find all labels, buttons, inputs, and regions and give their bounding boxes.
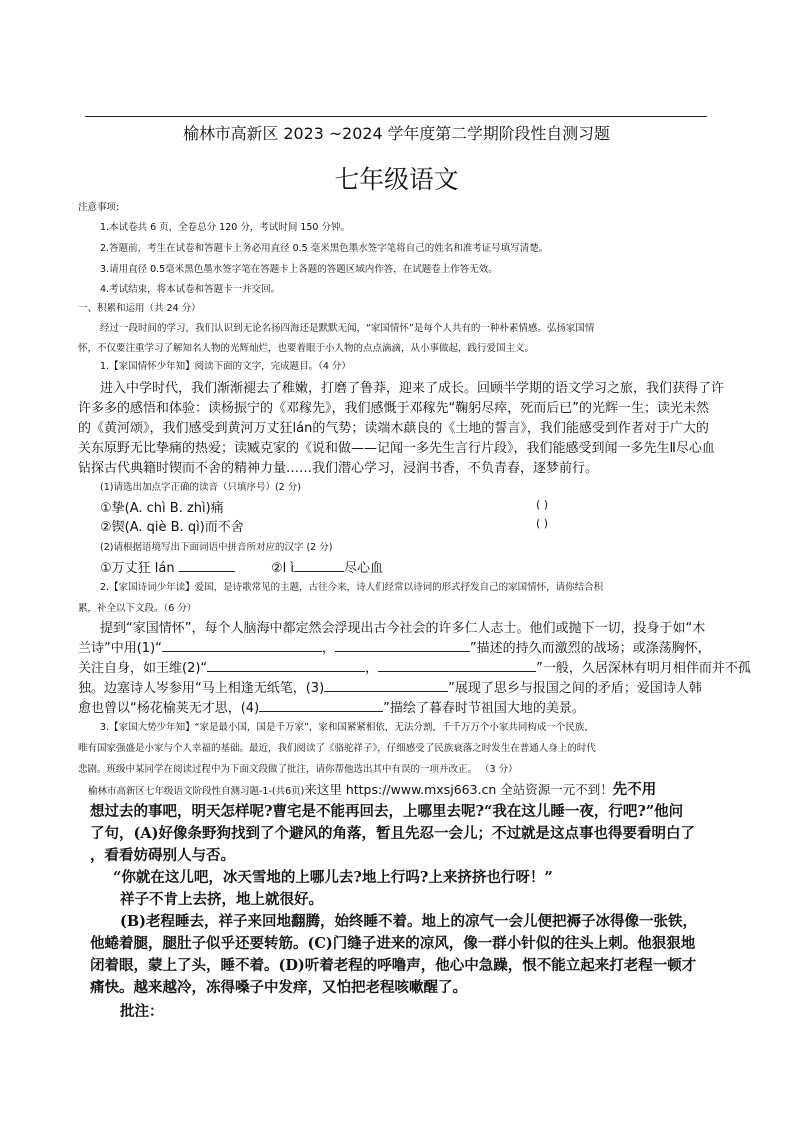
q1-fill-line [100, 557, 383, 576]
q2-text-3b: ”一般，久居深林有明月相伴而并不孤 [536, 661, 751, 676]
q1-fill-b-label: ②l ì [271, 561, 295, 576]
answer-paren-2[interactable]: ( ) [536, 517, 549, 530]
q2-text-4b: ”展现了思乡与报国之间的矛盾；爱国诗人韩 [448, 681, 702, 696]
q1-fill-b-blank[interactable] [294, 559, 344, 572]
q2-text-5a: 愈也曾以“杨花榆荚无才思，(4) [78, 701, 260, 716]
q1-fill-a-label: ①万丈狂 lán [100, 561, 175, 576]
q1-option-2: ②锲(A. qiè B. qì)而不舍 [100, 520, 244, 535]
excerpt-line-1: 想过去的事吧，明天怎样呢?曹宅是不能再回去，上哪里去呢?“我在这儿睡一夜，行吧?”他问 [90, 803, 684, 820]
q1-passage-line-2: 许多多的感悟和体验：读杨振宁的《邓稼先》，我们感慨于邓稼先“鞠躬尽瘁，死而后已”的光辉一生；读光未然 [78, 401, 709, 416]
footer-line [88, 778, 656, 799]
excerpt-line-3: ，看看妨碍别人与否。 [90, 847, 235, 864]
q3-stem-2: 唯有国家强盛是小家与个人幸福的基础。最近，我们阅读了《骆驼祥子》，仔细感受了民族衰落之时发生在普通人身上的时代 [78, 743, 596, 754]
notice-item-3: 3.请用直径 0.5毫米黑色墨水签字笔在答题卡上各题的答题区域内作答，在试题卷上作答无效。 [100, 264, 498, 275]
notice-item-2: 2.答题前，考生在试卷和答题卡上务必用直径 0.5 毫米黑色墨水签字笔将自己的姓名和准考证号填写清楚。 [100, 243, 549, 254]
q1-fill-a-blank[interactable] [179, 559, 235, 572]
annotation-label: 批注： [120, 1003, 164, 1020]
q2-para-line-2 [78, 637, 711, 656]
notice-item-4: 4.考试结束，将本试卷和答题卡一并交回。 [100, 284, 281, 295]
section-heading: 一、积累和运用（共 24 分） [78, 303, 201, 314]
q2-comma-1: ， [321, 641, 335, 656]
q1-fill-b-tail: 尽心血 [344, 561, 384, 576]
q3-stem-1: 3.【家国大势少年知】“家是最小国，国是千万家”，家和国紧紧相依，无法分割，千千万万个小家共同构成一个民族， [100, 722, 594, 733]
q1-option-1: ①挚(A. chì B. zhì)痛 [100, 501, 224, 516]
excerpt-line-2: 了句，(A)好像条野狗找到了个避风的角落，暂且先忍一会儿；不过就是这点事也得要看明白了 [90, 825, 695, 842]
q2-blank-4[interactable] [259, 699, 383, 712]
excerpt-line-5: 祥子不肯上去挤，地上就很好。 [120, 891, 323, 908]
q2-text-5b: ”描绘了暮春时节祖国大地的美景。 [383, 701, 585, 716]
answer-paren-1[interactable]: ( ) [536, 498, 549, 511]
q2-para-line-3 [78, 657, 751, 676]
q2-blank-3[interactable] [324, 679, 448, 692]
q2-para-line-5 [78, 697, 585, 716]
q1-passage-line-4: 关东原野无比挚痛的热爱；读臧克家的《说和做——记闻一多先生言行片段》，我们能感受到闻一多先生Ⅱ尽心血 [78, 441, 715, 456]
excerpt-line-4: “你就在这儿吧，冰天雪地的上哪儿去?地上行吗?上来挤挤也行呀！” [113, 869, 553, 886]
q2-text-2a: 兰诗”中用(1)“ [78, 641, 162, 656]
q2-para-line-4 [78, 677, 702, 696]
notice-item-1: 1.本试卷共 6 页，全卷总分 120 分，考试时间 150 分钟。 [100, 222, 350, 233]
intro-line-1: 经过一段时间的学习，我们认识到无论名扬四海还是默默无闻，“家国情怀”是每个人共有的一种朴素情感。弘扬家国情 [100, 323, 595, 334]
excerpt-line-9: 痛快。越来越冷，冻得嗓子中发痒，又怕把老程咳嗽醒了。 [90, 979, 467, 996]
q3-stem-3: 悲剧。班级中某同学在阅读过程中为下面文段做了批注，请你帮他选出其中有误的一项并改正。 （3 分） [78, 764, 518, 775]
q2-para-line-1: 提到“家国情怀”，每个人脑海中都定然会浮现出古今社会的许多仁人志士。他们或抛下一切，投身于如“木 [100, 621, 706, 636]
intro-line-2: 怀，不仅要注重学习了解知名人物的光辉灿烂，也要着眼于小人物的点点滴滴，从小事做起，践行爱国主义。 [78, 343, 535, 354]
q2-stem-1: 2.【家国诗词少年读】爱国，是诗歌常见的主题，古往今来，诗人们经常以诗词的形式抒发自己的家国情怀，请你结合积 [100, 582, 604, 593]
excerpt-line-7: 他蜷着腿，腿肚子似乎还要转筋。(C)门缝子进来的凉风，像一群小针似的往头上刺。他狠狠地 [90, 935, 696, 952]
footer-site-text: 来这里 https://www.mxsj663.cn 全站资源一元不到！ [304, 782, 613, 797]
q2-stem-2: 累，补全以下文段。（6 分） [78, 603, 197, 614]
excerpt-line-0-tail: 先不用 [612, 781, 657, 798]
subject-title: 七年级语文 [334, 165, 459, 194]
exam-title: 榆林市高新区 2023 ~2024 学年度第二学期阶段性自测习题 [183, 124, 610, 143]
q2-blank-2b[interactable] [378, 659, 536, 672]
q1-part2: (2)请根据语境写出下面词语中拼音所对应的汉字 (2 分) [100, 542, 333, 553]
footer-page-label: 榆林市高新区七年级语文阶段性自测习题-1-(共6页) [88, 786, 305, 797]
q2-blank-1a[interactable] [162, 639, 322, 652]
q1-passage-line-3: 的《黄河颂》，我们感受到黄河万丈狂lán的气势；读端木蕻良的《土地的誓言》，我们能感受到作者对于广大的 [78, 421, 709, 436]
q2-text-4a: 独。边塞诗人岑参用“马上相逢无纸笔，(3) [78, 681, 325, 696]
q2-comma-2: ， [365, 661, 379, 676]
excerpt-line-6: (B)老程睡去，祥子来回地翻腾，始终睡不着。地上的凉气一会儿便把褥子冰得像一张铁， [120, 913, 697, 930]
q2-blank-2a[interactable] [207, 659, 365, 672]
notice-heading: 注意事项: [78, 202, 120, 213]
header-rule [85, 116, 707, 117]
q2-text-2b: ”描述的持久而激烈的战场；或涤荡胸怀， [469, 641, 711, 656]
q2-blank-1b[interactable] [335, 639, 470, 652]
q1-passage-line-5: 钻探古代典籍时锲而不舍的精神力量……我们潜心学习，浸润书香，不负青春，逐梦前行。 [78, 461, 599, 476]
q1-passage-line-1: 进入中学时代，我们渐渐褪去了稚嫩，打磨了鲁莽，迎来了成长。回顾半学期的语文学习之旅，我们获得了许 [100, 381, 725, 396]
q2-text-3a: 关注自身，如王维(2)“ [78, 661, 208, 676]
q1-stem: 1.【家国情怀少年知】阅读下面的文字，完成题目。（4 分） [100, 361, 351, 372]
excerpt-line-8: 闭着眼，蒙上了头，睡不着。(D)听着老程的呼噜声，他心中急躁，恨不能立起来打老程一顿才 [90, 957, 697, 974]
q1-part1: (1)请选出加点字正确的读音（只填序号）(2 分) [100, 482, 301, 493]
